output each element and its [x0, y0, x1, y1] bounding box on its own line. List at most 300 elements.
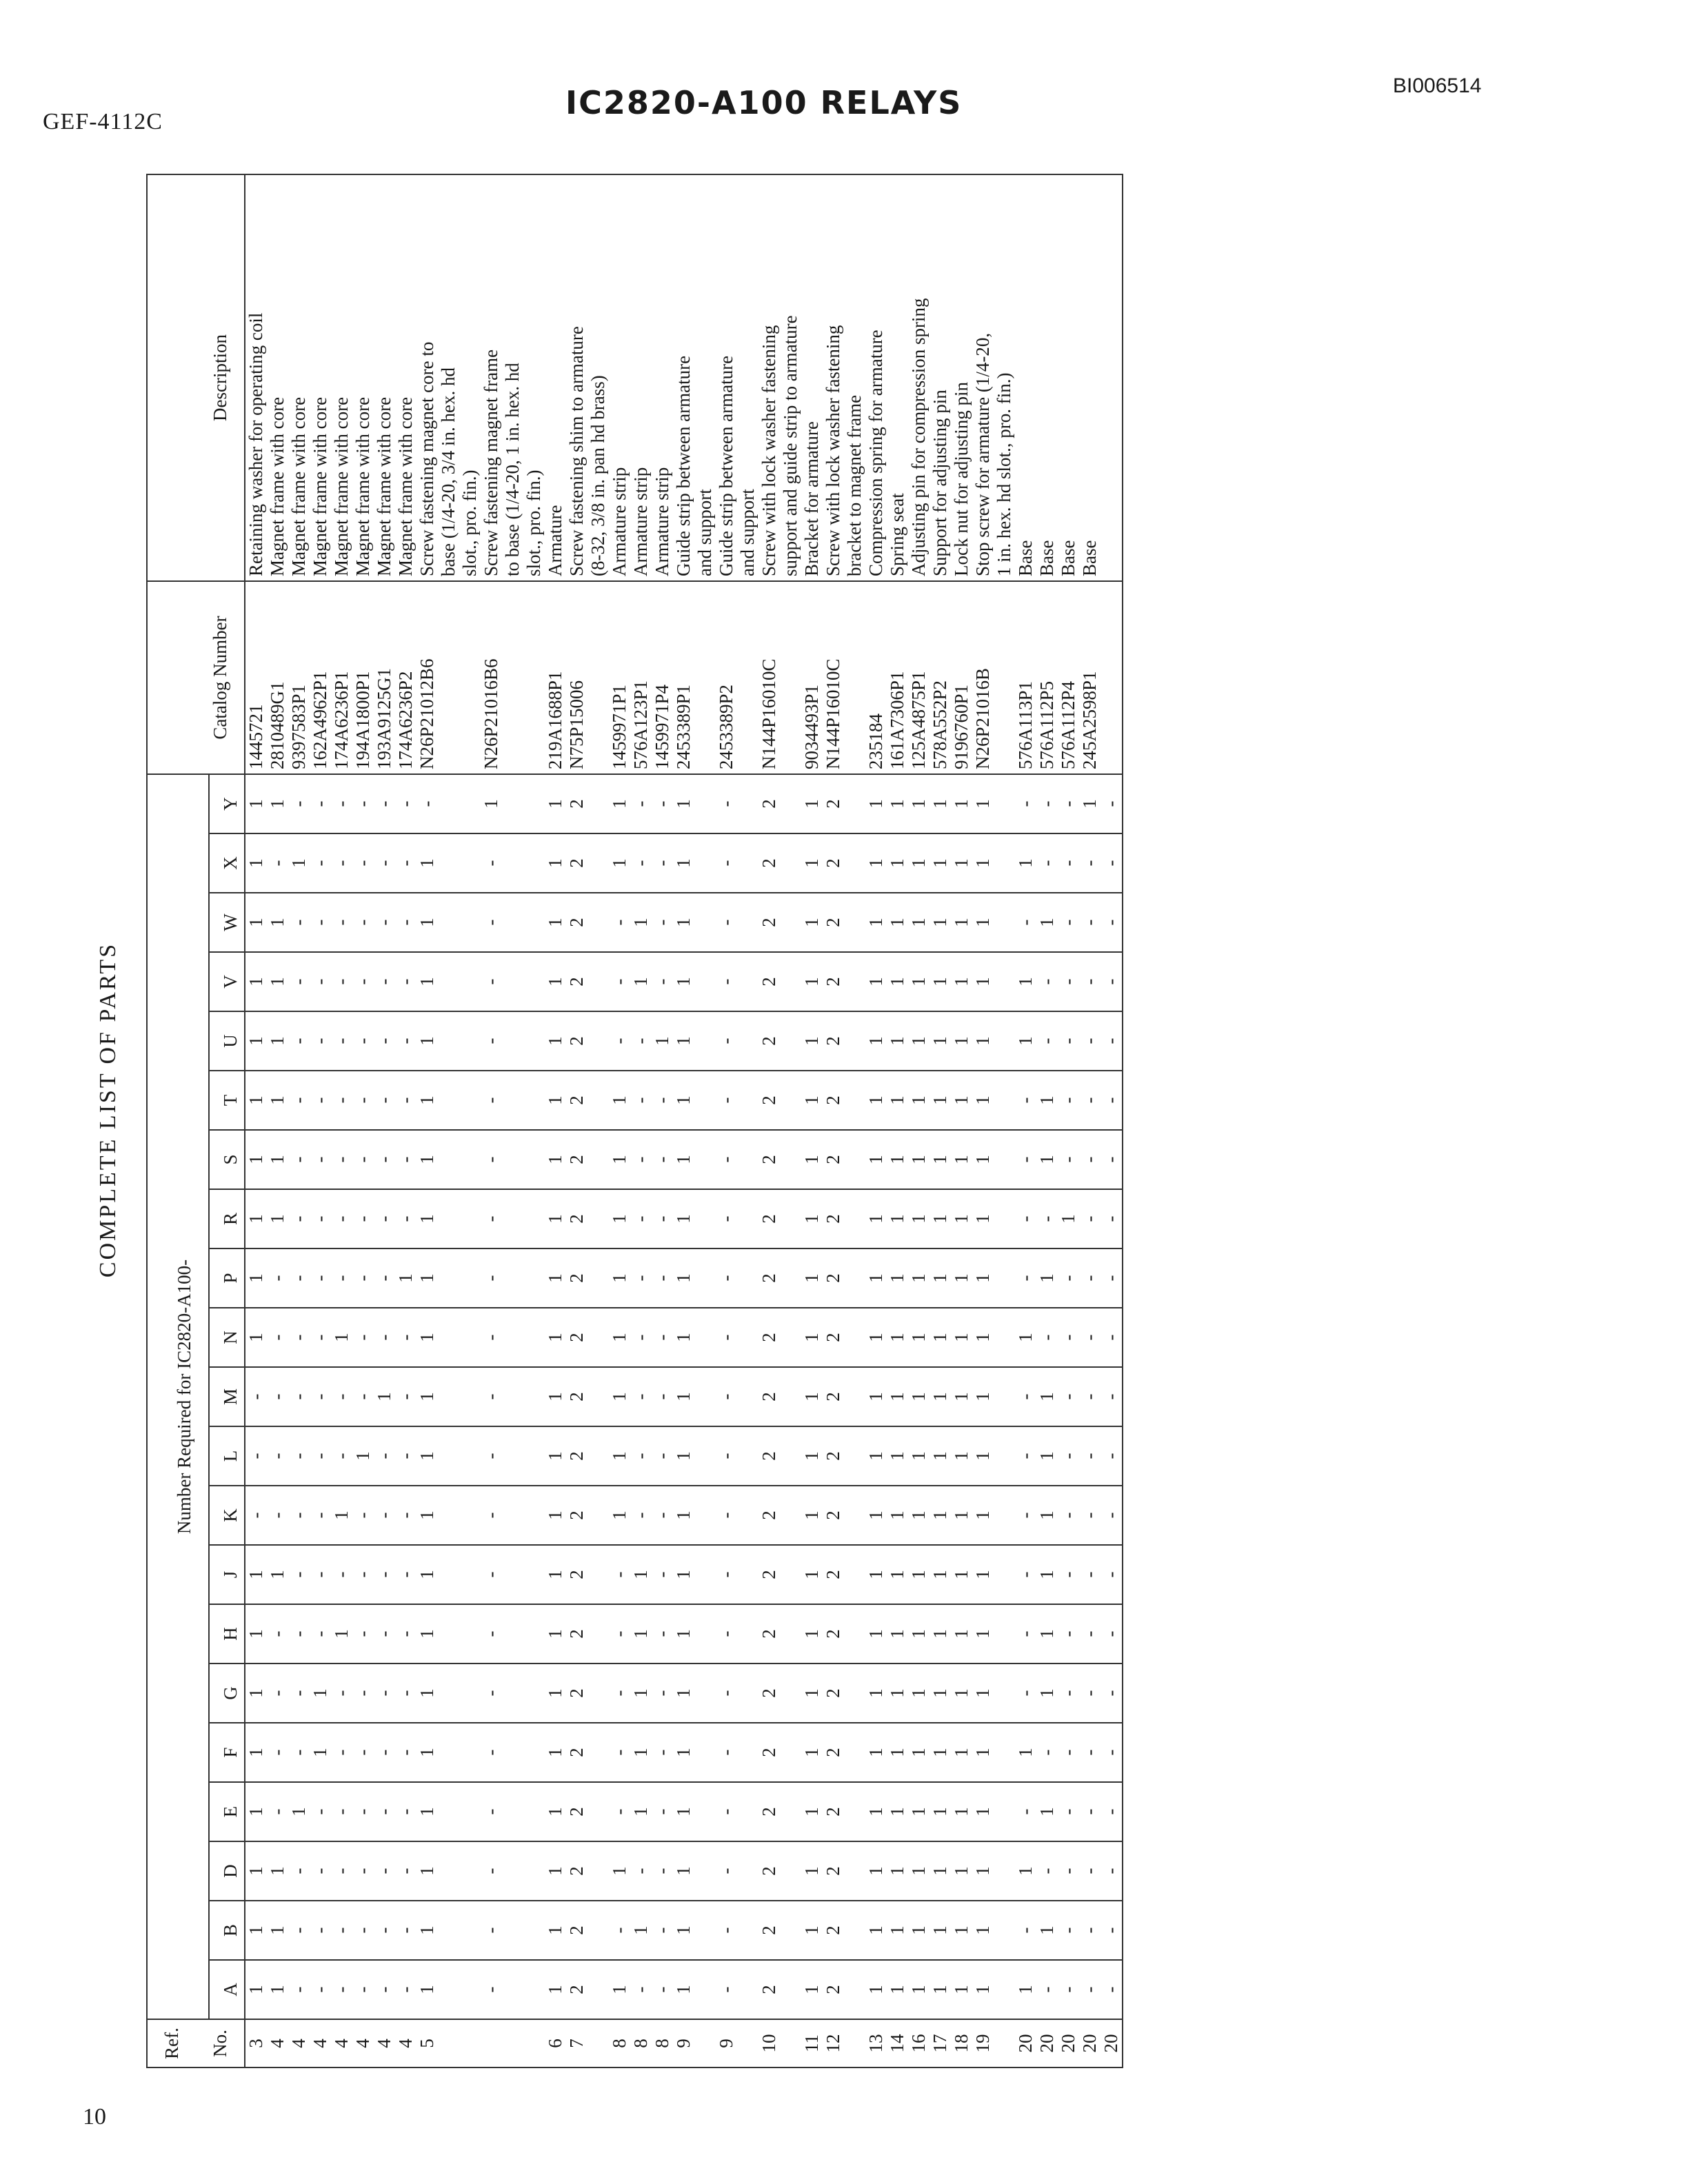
document-id: BI006514 [1393, 74, 1482, 97]
catalog-number: 245A2598P1 [1079, 581, 1101, 774]
part-description: Screw fastening magnet frame [481, 174, 502, 581]
quantity-cell: - [331, 1664, 352, 1723]
quantity-cell: 2 [823, 1782, 844, 1841]
quantity-cell: - [245, 1486, 267, 1545]
quantity-cell [694, 1308, 716, 1367]
quantity-cell [994, 1367, 1015, 1426]
quantity-cell: - [481, 1841, 502, 1901]
part-description: Stop screw for armature (1/4-20, [972, 174, 994, 581]
quantity-cell: - [352, 833, 374, 893]
quantity-cell: 1 [887, 1248, 908, 1308]
quantity-cell: - [374, 1664, 395, 1723]
quantity-cell: - [716, 1604, 737, 1664]
quantity-cell: 1 [267, 952, 288, 1011]
quantity-cell: - [374, 1248, 395, 1308]
quantity-cell: - [267, 833, 288, 893]
quantity-cell: 1 [930, 952, 951, 1011]
catalog-number: 1445721 [245, 581, 267, 774]
quantity-cell: 1 [245, 1664, 267, 1723]
quantity-cell [737, 1308, 758, 1367]
quantity-cell: 1 [310, 1723, 331, 1782]
ref-number: 20 [1015, 2019, 1036, 2067]
quantity-cell: 1 [972, 1308, 994, 1367]
quantity-cell: 1 [245, 1723, 267, 1782]
quantity-cell: 1 [930, 1782, 951, 1841]
quantity-cell [502, 1426, 523, 1486]
catalog-number: 219A1688P1 [545, 581, 566, 774]
quantity-cell: 1 [416, 1248, 438, 1308]
table-row [245, 174, 267, 2067]
quantity-cell: 1 [630, 893, 652, 952]
quantity-cell: - [310, 1426, 331, 1486]
quantity-cell: 1 [972, 833, 994, 893]
quantity-cell: 1 [972, 1723, 994, 1782]
quantity-cell: - [1058, 1308, 1079, 1367]
quantity-cell: - [395, 1604, 416, 1664]
quantity-cell [438, 774, 459, 833]
quantity-cell: 2 [758, 1248, 780, 1308]
quantity-cell [694, 1782, 716, 1841]
quantity-cell: 2 [566, 1901, 587, 1960]
quantity-cell [587, 1308, 609, 1367]
part-description: Base [1015, 174, 1036, 581]
quantity-cell: - [652, 1189, 673, 1248]
quantity-cell: 1 [545, 1486, 566, 1545]
quantity-cell [844, 1545, 865, 1604]
quantity-cell: - [267, 1486, 288, 1545]
quantity-cell: 1 [630, 1782, 652, 1841]
quantity-cell [780, 1071, 801, 1130]
quantity-cell [438, 1189, 459, 1248]
document-number: GEF-4112C [43, 109, 163, 134]
quantity-cell: 2 [758, 1071, 780, 1130]
quantity-cell: - [1015, 1901, 1036, 1960]
quantity-cell: 1 [887, 1604, 908, 1664]
quantity-cell: 1 [545, 1841, 566, 1901]
quantity-cell: - [288, 952, 310, 1011]
quantity-cell [780, 893, 801, 952]
quantity-cell [844, 1723, 865, 1782]
quantity-cell [737, 1486, 758, 1545]
quantity-cell [737, 1189, 758, 1248]
quantity-cell: 1 [801, 1071, 823, 1130]
quantity-cell: 1 [609, 1367, 630, 1426]
catalog-number: N144P16010C [823, 581, 844, 774]
quantity-cell [502, 893, 523, 952]
quantity-cell: - [374, 1723, 395, 1782]
table-row [758, 174, 780, 2067]
quantity-cell: 1 [801, 1901, 823, 1960]
quantity-cell: 1 [908, 1071, 930, 1130]
quantity-cell: 1 [652, 1011, 673, 1071]
catalog-number: N144P16010C [758, 581, 780, 774]
quantity-cell: - [288, 893, 310, 952]
quantity-cell: 1 [416, 1189, 438, 1248]
quantity-cell [587, 1901, 609, 1960]
quantity-cell [994, 1901, 1015, 1960]
quantity-cell: 1 [673, 1308, 694, 1367]
quantity-cell: - [288, 1367, 310, 1426]
quantity-cell: - [1058, 1664, 1079, 1723]
quantity-cell: 1 [1015, 833, 1036, 893]
quantity-cell: - [1036, 833, 1058, 893]
quantity-cell: - [1079, 1308, 1101, 1367]
part-description: Screw fastening shim to armature [566, 174, 587, 581]
quantity-cell: 1 [1079, 774, 1101, 833]
table-row [930, 174, 951, 2067]
quantity-cell: - [1101, 1011, 1123, 1071]
quantity-cell: 2 [566, 1426, 587, 1486]
quantity-cell: - [352, 1960, 374, 2019]
quantity-cell: - [716, 1723, 737, 1782]
quantity-cell: 2 [758, 952, 780, 1011]
quantity-cell [994, 774, 1015, 833]
quantity-cell: 1 [416, 833, 438, 893]
quantity-cell: - [716, 1426, 737, 1486]
quantity-cell: 1 [545, 1367, 566, 1426]
quantity-cell: - [1058, 1604, 1079, 1664]
quantity-cell: 1 [245, 1011, 267, 1071]
quantity-cell: 2 [823, 1130, 844, 1189]
quantity-cell: 1 [673, 833, 694, 893]
quantity-cell: - [310, 1486, 331, 1545]
quantity-cell [438, 1664, 459, 1723]
catalog-number: N26P21016B6 [481, 581, 502, 774]
quantity-cell: - [652, 1486, 673, 1545]
quantity-cell: - [395, 1782, 416, 1841]
quantity-cell: 1 [930, 1841, 951, 1901]
quantity-cell: 1 [245, 1604, 267, 1664]
quantity-cell: 1 [801, 833, 823, 893]
quantity-cell: 1 [908, 833, 930, 893]
quantity-cell [994, 1248, 1015, 1308]
quantity-cell: - [1015, 1130, 1036, 1189]
quantity-cell: - [609, 1011, 630, 1071]
quantity-cell: - [1079, 1841, 1101, 1901]
quantity-cell [438, 1130, 459, 1189]
quantity-cell: - [1036, 774, 1058, 833]
quantity-cell: 1 [245, 1901, 267, 1960]
ref-number: 4 [331, 2019, 352, 2067]
quantity-cell [994, 1130, 1015, 1189]
part-description: to base (1/4-20, 1 in. hex. hd [502, 174, 523, 581]
quantity-cell [994, 1011, 1015, 1071]
quantity-cell: - [716, 1664, 737, 1723]
quantity-cell: 1 [930, 833, 951, 893]
quantity-cell: 1 [951, 952, 972, 1011]
col-letter-header: N [209, 1308, 245, 1367]
table-row [502, 174, 523, 2067]
quantity-cell: 1 [416, 1960, 438, 2019]
quantity-cell: 1 [1036, 1071, 1058, 1130]
quantity-cell: - [630, 774, 652, 833]
quantity-cell: 1 [245, 1841, 267, 1901]
part-description: Guide strip between armature [673, 174, 694, 581]
quantity-cell: 2 [566, 1130, 587, 1189]
quantity-cell [694, 1248, 716, 1308]
quantity-cell: 1 [865, 1841, 887, 1901]
quantity-cell: 1 [267, 1011, 288, 1071]
quantity-cell: 1 [331, 1308, 352, 1367]
quantity-cell: 1 [395, 1248, 416, 1308]
table-row [908, 174, 930, 2067]
quantity-cell: 1 [1036, 1130, 1058, 1189]
quantity-cell: 1 [288, 833, 310, 893]
quantity-cell: - [652, 1960, 673, 2019]
quantity-cell: 1 [609, 1071, 630, 1130]
quantity-cell: 1 [951, 1367, 972, 1426]
quantity-cell: - [331, 1960, 352, 2019]
quantity-cell: - [288, 1248, 310, 1308]
quantity-cell [459, 1426, 481, 1486]
quantity-cell: 1 [951, 1664, 972, 1723]
quantity-cell: - [1101, 1308, 1123, 1367]
table-row [288, 174, 310, 2067]
quantity-cell: 1 [1036, 1901, 1058, 1960]
quantity-cell: 1 [609, 1486, 630, 1545]
part-description: Magnet frame with core [395, 174, 416, 581]
quantity-cell: - [630, 1071, 652, 1130]
quantity-cell [994, 1308, 1015, 1367]
quantity-cell: - [1101, 833, 1123, 893]
quantity-cell: 2 [823, 1664, 844, 1723]
quantity-cell: 1 [951, 893, 972, 952]
catalog-number [694, 581, 716, 774]
catalog-number: 174A6236P2 [395, 581, 416, 774]
quantity-cell [780, 1367, 801, 1426]
quantity-cell: 1 [887, 1130, 908, 1189]
part-description: Armature [545, 174, 566, 581]
quantity-cell: - [374, 1782, 395, 1841]
quantity-cell [459, 1308, 481, 1367]
quantity-cell: - [374, 774, 395, 833]
quantity-cell: - [331, 1189, 352, 1248]
quantity-cell: 2 [758, 1782, 780, 1841]
quantity-cell: 1 [245, 1308, 267, 1367]
quantity-cell [994, 833, 1015, 893]
catalog-number [587, 581, 609, 774]
quantity-cell: 1 [1036, 1664, 1058, 1723]
quantity-cell: 1 [908, 952, 930, 1011]
catalog-number [1101, 581, 1123, 774]
quantity-cell: 1 [908, 1604, 930, 1664]
quantity-cell: 1 [545, 1545, 566, 1604]
ref-number: 6 [545, 2019, 566, 2067]
quantity-cell: - [609, 952, 630, 1011]
quantity-cell: - [1079, 1604, 1101, 1664]
quantity-cell: 2 [823, 1071, 844, 1130]
table-row [694, 174, 716, 2067]
quantity-cell: - [1058, 1011, 1079, 1071]
quantity-cell: - [331, 1130, 352, 1189]
quantity-cell: 1 [865, 1071, 887, 1130]
table-row [780, 174, 801, 2067]
col-letter-header: X [209, 833, 245, 893]
quantity-cell: 2 [566, 1308, 587, 1367]
quantity-cell [844, 1841, 865, 1901]
catalog-number: 161A7306P1 [887, 581, 908, 774]
quantity-cell: 1 [673, 1841, 694, 1901]
quantity-cell: - [1015, 774, 1036, 833]
quantity-cell: 1 [801, 1604, 823, 1664]
quantity-cell: - [652, 774, 673, 833]
col-letter-header: M [209, 1367, 245, 1426]
quantity-cell [523, 1486, 545, 1545]
quantity-cell: - [1079, 1901, 1101, 1960]
quantity-cell: 2 [823, 1604, 844, 1664]
quantity-cell: 2 [758, 1545, 780, 1604]
quantity-cell [994, 1486, 1015, 1545]
quantity-cell: - [1079, 1130, 1101, 1189]
quantity-cell: 1 [951, 1189, 972, 1248]
quantity-cell: - [1058, 1901, 1079, 1960]
table-row [1101, 174, 1123, 2067]
quantity-cell [694, 1189, 716, 1248]
quantity-cell: 1 [801, 1664, 823, 1723]
quantity-cell: - [395, 1071, 416, 1130]
part-description: Armature strip [652, 174, 673, 581]
quantity-cell: 1 [865, 1901, 887, 1960]
quantity-cell [737, 1130, 758, 1189]
quantity-cell [737, 1960, 758, 2019]
quantity-cell: - [652, 1367, 673, 1426]
quantity-cell: 1 [545, 952, 566, 1011]
quantity-cell: - [395, 1367, 416, 1426]
quantity-cell: - [1101, 1426, 1123, 1486]
quantity-cell [459, 1011, 481, 1071]
quantity-cell [587, 1189, 609, 1248]
ref-number: 4 [310, 2019, 331, 2067]
quantity-cell: 2 [823, 1367, 844, 1426]
catalog-number: 2810489G1 [267, 581, 288, 774]
quantity-cell: 1 [887, 1545, 908, 1604]
quantity-cell: 2 [823, 1960, 844, 2019]
catalog-number [459, 581, 481, 774]
quantity-cell: 1 [930, 1426, 951, 1486]
quantity-cell: - [352, 1841, 374, 1901]
quantity-cell: - [374, 1308, 395, 1367]
quantity-cell: - [1101, 1604, 1123, 1664]
quantity-cell: - [1101, 1723, 1123, 1782]
quantity-cell: 1 [545, 774, 566, 833]
quantity-cell [994, 893, 1015, 952]
quantity-cell: 1 [951, 1841, 972, 1901]
quantity-cell: - [630, 1367, 652, 1426]
ref-number: 13 [865, 2019, 887, 2067]
quantity-cell: - [1058, 952, 1079, 1011]
quantity-cell: - [310, 1071, 331, 1130]
ref-number [844, 2019, 865, 2067]
quantity-cell: - [609, 1545, 630, 1604]
quantity-cell: - [395, 1189, 416, 1248]
quantity-cell: 1 [951, 1723, 972, 1782]
quantity-cell: 1 [887, 1189, 908, 1248]
quantity-cell: - [1101, 1960, 1123, 2019]
table-row [459, 174, 481, 2067]
quantity-cell [523, 1189, 545, 1248]
quantity-cell [737, 1723, 758, 1782]
quantity-cell [844, 1189, 865, 1248]
quantity-cell [502, 1367, 523, 1426]
table-row [481, 174, 502, 2067]
part-description: and support [694, 174, 716, 581]
quantity-cell: - [374, 1604, 395, 1664]
quantity-cell [502, 1604, 523, 1664]
quantity-cell: - [630, 1248, 652, 1308]
quantity-cell: - [352, 893, 374, 952]
quantity-cell: 2 [566, 1960, 587, 2019]
quantity-cell: 1 [545, 1723, 566, 1782]
col-letter-header: K [209, 1486, 245, 1545]
quantity-cell: - [416, 774, 438, 833]
quantity-cell: - [652, 1723, 673, 1782]
quantity-cell: - [245, 1367, 267, 1426]
quantity-cell: 1 [972, 893, 994, 952]
quantity-cell [459, 1960, 481, 2019]
col-letter-header: R [209, 1189, 245, 1248]
quantity-cell: - [395, 833, 416, 893]
quantity-cell [994, 1782, 1015, 1841]
ref-number: 20 [1036, 2019, 1058, 2067]
quantity-cell [459, 1130, 481, 1189]
quantity-cell: - [288, 1130, 310, 1189]
quantity-cell [780, 1901, 801, 1960]
quantity-cell [694, 1367, 716, 1426]
quantity-cell: 1 [545, 1604, 566, 1664]
catalog-number: 194A1800P1 [352, 581, 374, 774]
quantity-cell: 2 [823, 1723, 844, 1782]
quantity-cell: 1 [673, 774, 694, 833]
quantity-cell: - [630, 833, 652, 893]
quantity-cell: 1 [801, 1486, 823, 1545]
quantity-cell [459, 1841, 481, 1901]
quantity-cell: - [267, 1604, 288, 1664]
quantity-cell: - [374, 952, 395, 1011]
quantity-cell: 1 [673, 1130, 694, 1189]
quantity-cell: 1 [673, 1486, 694, 1545]
quantity-cell: 1 [972, 774, 994, 833]
table-row [352, 174, 374, 2067]
quantity-cell [780, 1189, 801, 1248]
quantity-cell [587, 952, 609, 1011]
quantity-cell: 1 [267, 1071, 288, 1130]
quantity-cell: 2 [566, 833, 587, 893]
quantity-cell: 1 [245, 833, 267, 893]
ref-number [737, 2019, 758, 2067]
quantity-cell: - [310, 1604, 331, 1664]
table-row [844, 174, 865, 2067]
quantity-cell: 1 [331, 1486, 352, 1545]
table-row [331, 174, 352, 2067]
quantity-cell [994, 1604, 1015, 1664]
quantity-cell: - [1079, 952, 1101, 1011]
quantity-cell: - [310, 952, 331, 1011]
quantity-cell [502, 1130, 523, 1189]
quantity-cell: 1 [416, 952, 438, 1011]
quantity-cell: - [288, 1071, 310, 1130]
table-row [994, 174, 1015, 2067]
quantity-cell: - [267, 1664, 288, 1723]
quantity-cell: - [1015, 1782, 1036, 1841]
ref-number [994, 2019, 1015, 2067]
quantity-cell: - [1101, 1367, 1123, 1426]
ref-number: 9 [716, 2019, 737, 2067]
quantity-cell [502, 1545, 523, 1604]
quantity-cell: 1 [545, 1189, 566, 1248]
quantity-cell: - [374, 1960, 395, 2019]
ref-number: 18 [951, 2019, 972, 2067]
quantity-cell [780, 774, 801, 833]
